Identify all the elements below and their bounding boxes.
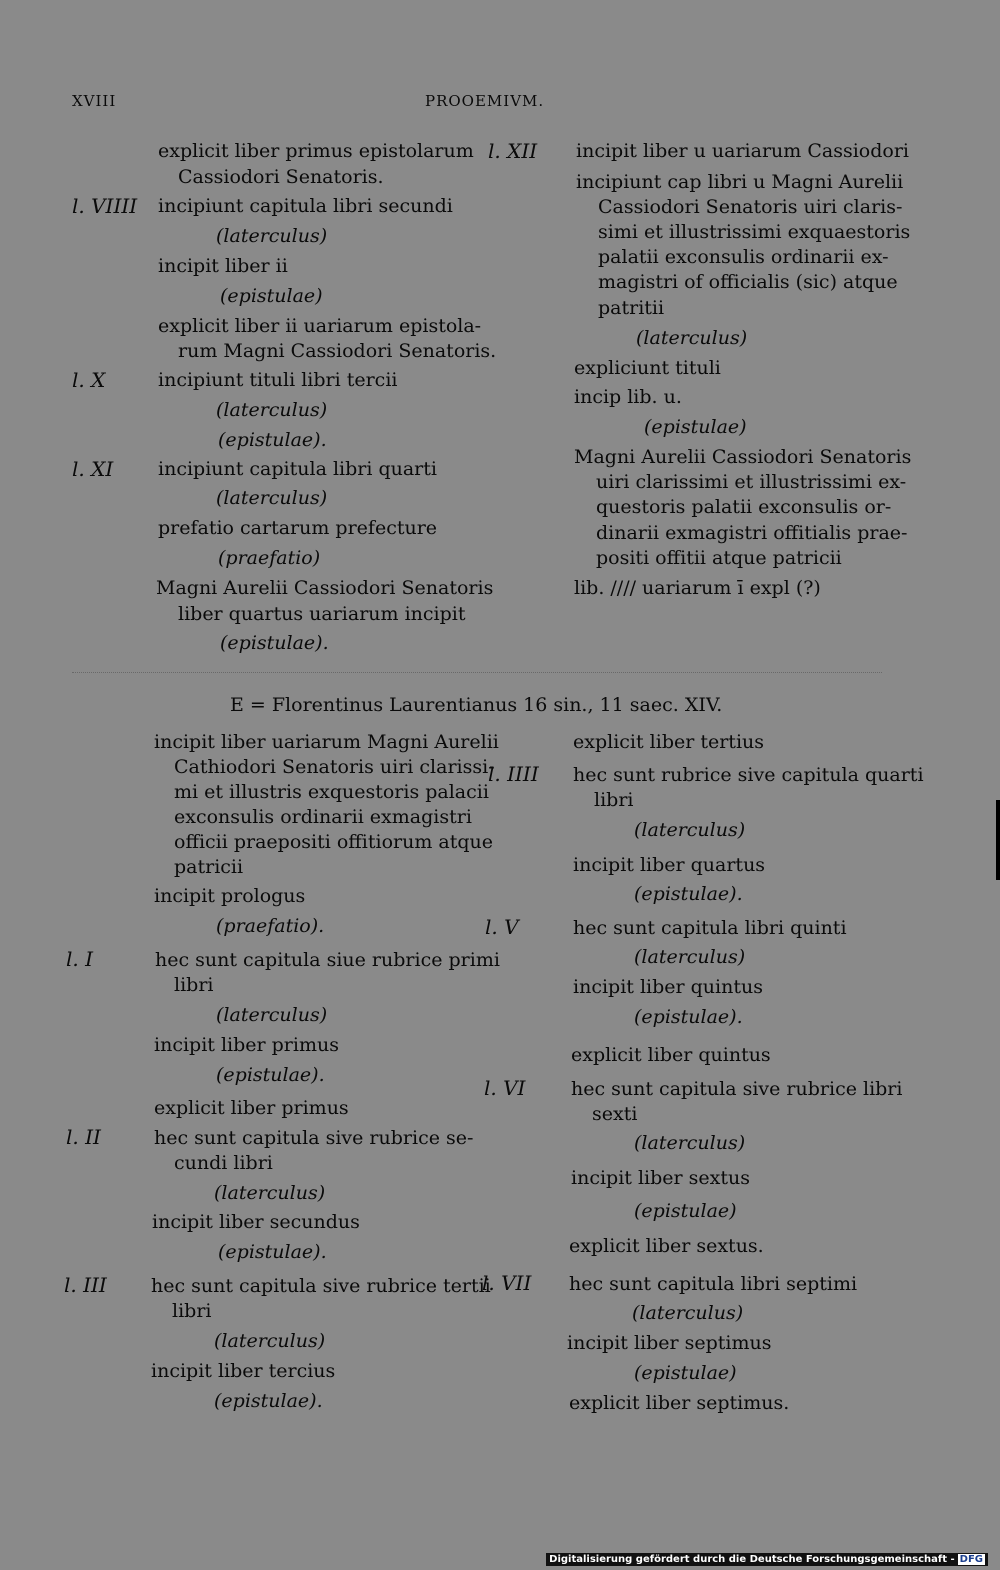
text-line: (epistulae) — [634, 1200, 737, 1222]
text-line: officii praepositi offitiorum atque — [174, 831, 493, 853]
text-line: sexti — [592, 1103, 638, 1125]
text-line: incipit liber primus — [154, 1034, 339, 1056]
text-line: expliciunt tituli — [574, 357, 721, 379]
text-line: incipit liber tercius — [151, 1360, 336, 1382]
text-line: incipit liber quartus — [573, 854, 766, 876]
section-heading: E = Florentinus Laurentianus 16 sin., 11 saec. XIV. — [230, 694, 723, 716]
text-line: incipit prologus — [154, 885, 306, 907]
text-line: lib. //// uariarum ī expl (?) — [574, 577, 821, 599]
text-line: (laterculus) — [216, 225, 328, 247]
text-line: (laterculus) — [632, 1302, 744, 1324]
text-line: (epistulae). — [218, 429, 327, 451]
text-line: libri — [174, 974, 214, 996]
text-line: rum Magni Cassiodori Senatoris. — [178, 340, 497, 362]
text-line: explicit liber primus epistolarum — [158, 140, 474, 162]
book-label: l. I — [66, 947, 94, 971]
text-line: patritii — [598, 297, 665, 319]
book-label: l. III — [64, 1273, 107, 1297]
text-line: Magni Aurelii Cassiodori Senatoris — [156, 577, 494, 599]
text-line: (epistulae) — [220, 285, 323, 307]
text-line: (laterculus) — [634, 946, 746, 968]
book-label: l. VI — [484, 1076, 526, 1100]
text-line: dinarii exmagistri offitialis prae- — [596, 522, 908, 544]
text-line: hec sunt rubrice sive capitula quarti — [573, 764, 924, 786]
text-line: incipit liber septimus — [567, 1332, 772, 1354]
book-label: l. VIIII — [72, 194, 138, 218]
margin-mark — [996, 800, 1000, 880]
text-line: libri — [594, 789, 634, 811]
text-line: hec sunt capitula siue rubrice primi — [155, 949, 500, 971]
text-line: hec sunt capitula sive rubrice libri — [571, 1078, 903, 1100]
book-label: l. X — [72, 368, 106, 392]
text-line: Magni Aurelii Cassiodori Senatoris — [574, 446, 912, 468]
book-label: l. IIII — [488, 762, 539, 786]
text-line: (praefatio). — [216, 915, 325, 937]
text-line: libri — [172, 1300, 212, 1322]
text-line: (laterculus) — [634, 819, 746, 841]
text-line: (epistulae). — [216, 1064, 325, 1086]
text-line: palatii exconsulis ordinarii ex- — [598, 246, 889, 268]
text-line: (laterculus) — [216, 1004, 328, 1026]
text-line: magistri of officialis (sic) atque — [598, 271, 898, 293]
page-number: XVIII — [72, 92, 117, 110]
text-line: patricii — [174, 856, 244, 878]
digitization-footer — [546, 1553, 988, 1566]
text-line: (laterculus) — [214, 1330, 326, 1352]
text-line: incip lib. u. — [574, 386, 682, 408]
text-line: explicit liber sextus. — [569, 1235, 764, 1257]
text-line: questoris palatii exconsulis or- — [596, 496, 892, 518]
text-line: (epistulae). — [220, 632, 329, 654]
text-line: incipit liber quintus — [573, 976, 763, 998]
text-line: (laterculus) — [636, 327, 748, 349]
text-line: hec sunt capitula libri septimi — [569, 1273, 858, 1295]
text-line: prefatio cartarum prefecture — [158, 517, 438, 539]
text-line: (epistulae). — [634, 883, 743, 905]
section-divider — [72, 672, 882, 674]
text-line: exconsulis ordinarii exmagistri — [174, 806, 472, 828]
footer-text: Digitalisierung gefördert durch die Deutsche Forschungsgemeinschaft - — [549, 1554, 955, 1565]
text-line: explicit liber ii uariarum epistola- — [158, 315, 482, 337]
text-line: incipit liber secundus — [152, 1211, 360, 1233]
text-line: Cassiodori Senatoris. — [178, 166, 384, 188]
text-line: hec sunt capitula sive rubrice se- — [154, 1127, 474, 1149]
text-line: explicit liber tertius — [573, 731, 765, 753]
book-label: l. V — [485, 915, 519, 939]
text-line: mi et illustris exquestoris palacii — [174, 781, 489, 803]
text-line: (epistulae). — [218, 1241, 327, 1263]
text-line: cundi libri — [174, 1152, 273, 1174]
text-line: incipiunt tituli libri tercii — [158, 369, 398, 391]
text-line: (epistulae) — [644, 416, 747, 438]
text-line: explicit liber primus — [154, 1097, 349, 1119]
text-line: (laterculus) — [214, 1182, 326, 1204]
text-line: (epistulae) — [634, 1362, 737, 1384]
text-line: Cathiodori Senatoris uiri clarissi- — [174, 756, 495, 778]
dfg-logo: DFG — [959, 1554, 983, 1565]
running-title: PROOEMIVM. — [425, 92, 545, 110]
text-line: (epistulae). — [634, 1006, 743, 1028]
text-line: incipit liber uariarum Magni Aurelii — [154, 731, 499, 753]
text-line: (epistulae). — [214, 1390, 323, 1412]
book-label: l. II — [66, 1125, 101, 1149]
book-label: l. VII — [482, 1271, 532, 1295]
text-line: simi et illustrissimi exquaestoris — [598, 221, 911, 243]
text-line: explicit liber quintus — [571, 1044, 771, 1066]
text-line: (laterculus) — [216, 399, 328, 421]
text-line: hec sunt capitula libri quinti — [573, 917, 847, 939]
text-line: positi offitii atque patricii — [596, 547, 842, 569]
text-line: Cassiodori Senatoris uiri claris- — [598, 196, 903, 218]
text-line: incipiunt capitula libri secundi — [158, 195, 453, 217]
book-label: l. XII — [488, 139, 538, 163]
text-line: uiri clarissimi et illustrissimi ex- — [596, 471, 907, 493]
book-label: l. XI — [72, 457, 114, 481]
text-line: liber quartus uariarum incipit — [178, 603, 466, 625]
text-line: hec sunt capitula sive rubrice tertii — [151, 1275, 491, 1297]
text-line: (praefatio) — [218, 547, 321, 569]
text-line: incipit liber sextus — [571, 1167, 750, 1189]
text-line: (laterculus) — [216, 487, 328, 509]
text-line: (laterculus) — [634, 1132, 746, 1154]
text-line: incipiunt cap libri u Magni Aurelii — [576, 171, 904, 193]
text-line: incipit liber ii — [158, 255, 288, 277]
text-line: explicit liber septimus. — [569, 1392, 790, 1414]
text-line: incipiunt capitula libri quarti — [158, 458, 437, 480]
text-line: incipit liber u uariarum Cassiodori — [576, 140, 909, 162]
